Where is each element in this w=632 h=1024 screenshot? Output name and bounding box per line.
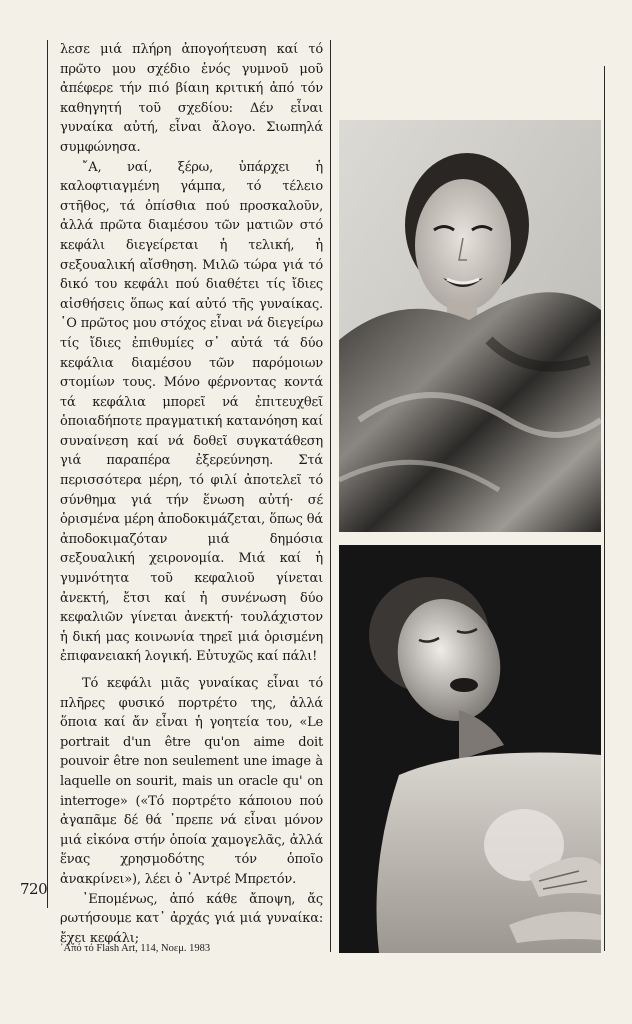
right-column-rule — [604, 66, 605, 951]
center-column-rule — [330, 40, 331, 952]
page-number: 720 — [20, 880, 48, 898]
photo-reclining-figure — [339, 545, 601, 953]
article-text-column — [60, 40, 323, 948]
photo-smiling-woman — [339, 120, 601, 532]
paragraph-4: ᾽Επομένως, ἀπό κάθε ἄποψη, ἄς ρωτήσουμε κατ᾽ ἀρχάς γιά μιά γυναίκα: ἔχει κεφάλι; — [60, 891, 323, 946]
paragraph-2: ῎Α, ναί, ξέρω, ὑπάρχει ἡ καλοφτιαγμένη γάμπα, τό τέλειο στῆθος, τά ὀπίσθια πού προσκαλοῦν, ἀλλά πρῶτα διαμέσου τῶν ματιῶν στό κεφάλι διεγείρεται ἡ τελική, ἡ σεξουαλική αἴσθηση. Μιλῶ τώρα γιά τό δικό του κεφάλι πού διαθέτει τίς ἴδιες αἰσθήσεις ὅπως καί αὐτό τῆς γυναίκας. ῾Ο πρῶτος μου στόχος εἶναι νά διεγείρω τίς ἴδιες ἐπιθυμίες σ᾽ αὐτά τά δύο κεφάλια διαμέσου τῶν παρόμοιων στομίων τους. Μόνο φέρνοντας κοντά τά κεφάλια μπορεῖ νά ἐπιτευχθεῖ ὁποιαδήποτε πραγματική κατανόηση καί συναίνεση καί νά δοθεῖ συγκατάθεση γιά παραπέρα ἐξερεύνηση. Στά περισσότερα μέρη, τό φιλί ἀποτελεῖ τό σύνθημα γιά τήν ἕνωση αὐτή· σέ ὁρισμένα μέρη ἀποδοκιμάζεται, ὅπως θά ἀποδοκιμαζόταν μιά δημόσια σεξουαλική χειρονομία. Μιά καί ἡ γυμνότητα τοῦ κεφαλιοῦ γίνεται ἀνεκτή, ἔτσι καί ἡ συνένωση δύο κεφαλιῶν γίνεται ἀνεκτή· τουλάχιστον ἡ δική μας κοινωνία τηρεῖ μιά ὁρισμένη ἐπιφανειακή λογική. Εὐτυχῶς καί πάλι! — [60, 159, 323, 665]
left-column-rule — [47, 40, 48, 908]
paragraph-3: Τό κεφάλι μιᾶς γυναίκας εἶναι τό πλῆρες φυσικό πορτρέτο της, ἀλλά ὅποια καί ἄν εἶναι ἡ γοητεία του, «Le portrait d'un être qu'on aime doit pouvoir être non seulement une image à laquelle on sourit, mais un oracle qu' on interroge» («Τό πορτρέτο κάποιου πού ἀγαπᾶμε δέ θά ᾽πρεπε νά εἶναι μόνον μιά εἰκόνα στήν ὁποία χαμογελᾶς, ἀλλά ἕνας χρησμοδότης τόν ὁποῖο ἀνακρίνει»), λέει ὁ ᾽Αντρέ Μπρετόν. — [60, 676, 323, 887]
footnote: ᾽Από τό Flash Art, 114, Νοεμ. 1983 — [60, 943, 211, 954]
paragraph-1: λεσε μιά πλήρη ἀπογοήτευση καί τό πρῶτο μου σχέδιο ἑνός γυμνοῦ μοῦ ἀπέφερε τήν πιό βίαιη κριτική ἀπό τόν καθηγητή τοῦ σχεδίου: Δέν εἶναι γυναίκα αὐτή, εἶναι ἄλογο. Σιωπηλά συμφώνησα. — [60, 42, 323, 155]
